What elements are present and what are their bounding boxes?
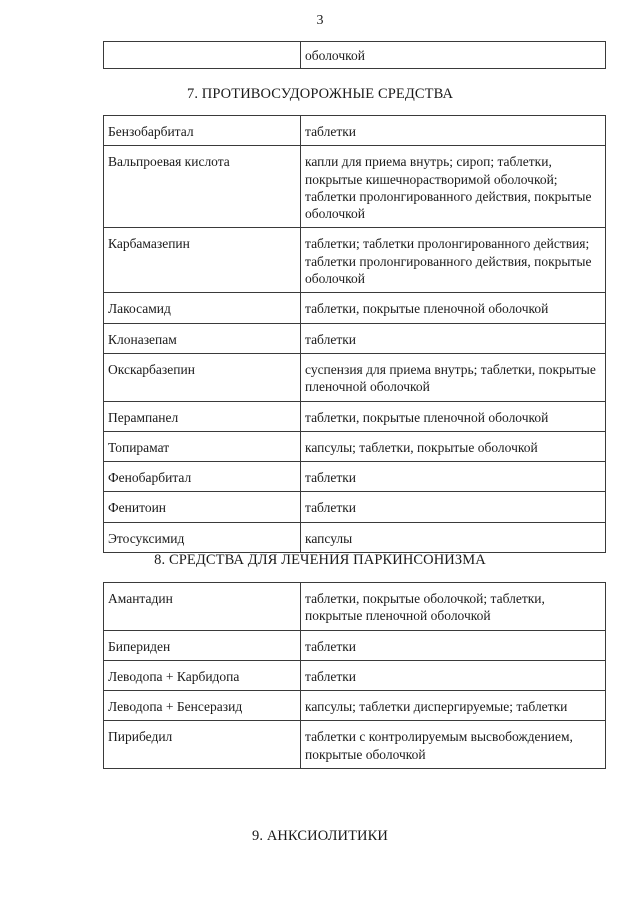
table-row	[104, 630, 606, 660]
drug-name-cell: Карбамазепин	[104, 228, 301, 293]
drug-name-cell	[104, 42, 301, 69]
drug-name-cell: Пирибедил	[104, 721, 301, 769]
table-row	[104, 721, 606, 769]
table-row	[104, 323, 606, 353]
dosage-form-cell: таблетки с контролируемым высвобождением, покрытые оболочкой	[301, 721, 606, 769]
dosage-form-cell: таблетки; таблетки пролонгированного действия; таблетки пролонгированного действия, покрытые оболочкой	[301, 228, 606, 293]
table-row	[104, 293, 606, 323]
dosage-form-cell: капсулы; таблетки, покрытые оболочкой	[301, 431, 606, 461]
table-row	[104, 583, 606, 631]
dosage-form-cell: капсулы; таблетки диспергируемые; таблетки	[301, 691, 606, 721]
dosage-form-cell: таблетки, покрытые пленочной оболочкой	[301, 401, 606, 431]
dosage-form-cell: оболочкой	[301, 42, 606, 69]
drug-name-cell: Перампанел	[104, 401, 301, 431]
drug-name-cell: Вальпроевая кислота	[104, 146, 301, 228]
table-row	[104, 431, 606, 461]
drug-name-cell: Топирамат	[104, 431, 301, 461]
dosage-form-cell: таблетки, покрытые оболочкой; таблетки, покрытые пленочной оболочкой	[301, 583, 606, 631]
drug-name-cell: Фенобарбитал	[104, 462, 301, 492]
table-row	[104, 116, 606, 146]
section-title-anticonvulsants: 7. ПРОТИВОСУДОРОЖНЫЕ СРЕДСТВА	[186, 86, 454, 102]
drug-name-cell: Лакосамид	[104, 293, 301, 323]
page-number: 3	[316, 13, 324, 28]
table-row	[104, 42, 606, 69]
dosage-form-cell: таблетки	[301, 660, 606, 690]
dosage-form-cell: таблетки	[301, 323, 606, 353]
drug-name-cell: Леводопа + Карбидопа	[104, 660, 301, 690]
table-row	[104, 522, 606, 552]
table-row	[104, 353, 606, 401]
antiparkinson-table	[103, 582, 606, 769]
dosage-form-cell: таблетки	[301, 116, 606, 146]
drug-name-cell: Клоназепам	[104, 323, 301, 353]
dosage-form-cell: таблетки	[301, 630, 606, 660]
table-row	[104, 691, 606, 721]
anticonvulsants-table	[103, 115, 606, 553]
drug-name-cell: Фенитоин	[104, 492, 301, 522]
drug-name-cell: Амантадин	[104, 583, 301, 631]
table-row	[104, 492, 606, 522]
drug-name-cell: Окскарбазепин	[104, 353, 301, 401]
dosage-form-cell: таблетки	[301, 492, 606, 522]
table-row	[104, 146, 606, 228]
section-title-antiparkinson: 8. СРЕДСТВА ДЛЯ ЛЕЧЕНИЯ ПАРКИНСОНИЗМА	[154, 552, 486, 568]
dosage-form-cell: таблетки, покрытые пленочной оболочкой	[301, 293, 606, 323]
drug-name-cell: Этосуксимид	[104, 522, 301, 552]
table-row	[104, 660, 606, 690]
table-row	[104, 228, 606, 293]
section-title-anxiolytics: 9. АНКСИОЛИТИКИ	[252, 828, 388, 844]
dosage-form-cell: таблетки	[301, 462, 606, 492]
drug-name-cell: Бензобарбитал	[104, 116, 301, 146]
table-row	[104, 462, 606, 492]
table-row	[104, 401, 606, 431]
continuation-table	[103, 41, 606, 69]
drug-name-cell: Леводопа + Бенсеразид	[104, 691, 301, 721]
dosage-form-cell: капсулы	[301, 522, 606, 552]
dosage-form-cell: суспензия для приема внутрь; таблетки, покрытые пленочной оболочкой	[301, 353, 606, 401]
dosage-form-cell: капли для приема внутрь; сироп; таблетки, покрытые кишечнорастворимой оболочкой; таблетки пролонгированного действия, покрытые оболочкой	[301, 146, 606, 228]
drug-name-cell: Бипериден	[104, 630, 301, 660]
